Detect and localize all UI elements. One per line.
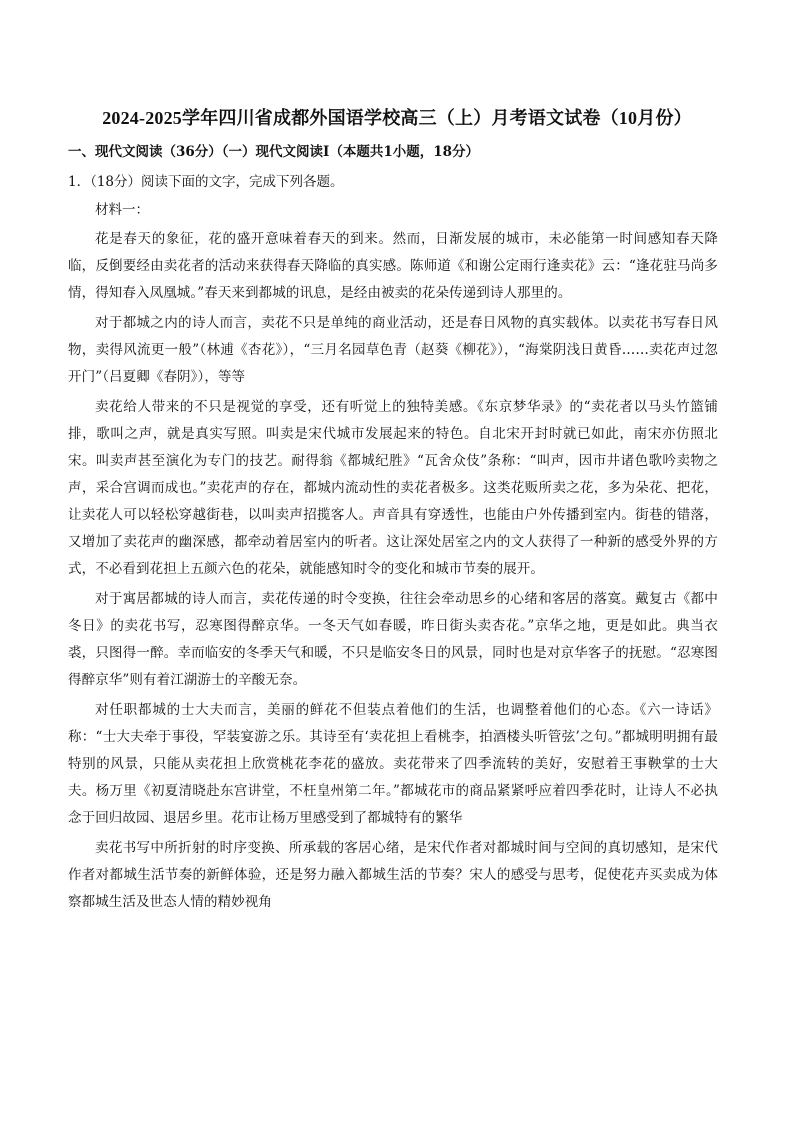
paragraph: 对于寓居都城的诗人而言，卖花传递的时令变换，往往会牵动思乡的心绪和客居的落寞。戴复古《都中冬日》的卖花书写，忍寒图得醉京华。一冬天气如春暖，昨日街头卖杏花。”京华之地，更是如此。典当衣裘，只图得一醉。幸而临安的冬季天气和暖，不只是临安冬日的风景，同时也是对京华客子的抚慰。“忍寒图得醉京华”则有着江湖游士的辛酸无奈。 [68,591,718,688]
material-label: 材料一： [95,202,149,218]
paragraph: 卖花书写中所折射的时序变换、所承载的客居心绪，是宋代作者对都城时间与空间的真切感知，是宋代作者对都城生活节奏的新鲜体验，还是努力融入都城生活的节奏？宋人的感受与思考，促使花卉买卖成为体察都城生活及世态人情的精妙视角 [68,840,718,910]
paragraph: 花是春天的象征，花的盛开意味着春天的到来。然而，日渐发展的城市，未必能第一时间感知春天降临，反倒要经由卖花者的活动来获得春天降临的真实感。陈师道《和谢公定雨行逢卖花》云：“逢花驻马尚多情，得知春入凤凰城。”春天来到都城的讯息，是经由被卖的花朵传递到诗人那里的。 [68,231,718,301]
section-heading: 一、现代文阅读（36分）（一）现代文阅读Ⅰ（本题共1小题，18分） [68,144,480,160]
paragraph: 对于都城之内的诗人而言，卖花不只是单纯的商业活动，还是春日风物的真实载体。以卖花书写春日风物，卖得风流更一般”（林逋《杏花》），“三月名园草色青（赵葵《柳花》），“海棠阴浅日黄昏……卖花声过忽开门”（吕夏卿《春阴》），等等 [68,315,718,385]
question-prompt: 1．（18分）阅读下面的文字，完成下列各题。 [68,174,344,190]
paragraph: 对任职都城的士大夫而言，美丽的鲜花不但装点着他们的生活，也调整着他们的心态。《六一诗话》称：“士大夫牵于事役，罕装宴游之乐。其诗至有‘卖花担上看桃李，拍酒楼头听管弦’之句。”都城明明拥有最特别的风景，只能从卖花担上欣赏桃花李花的盛放。卖花带来了四季流转的美好，安慰着王事鞅掌的士大夫。杨万里《初夏清晓赴东宫讲堂，不枉皇州第二年。”都城花市的商品紧紧呼应着四季花时，让诗人不必执念于回归故园、退居乡里。花市让杨万里感受到了都城特有的繁华 [68,702,718,826]
paragraph: 卖花给人带来的不只是视觉的享受，还有听觉上的独特美感。《东京梦华录》的“卖花者以马头竹篮铺排，歌叫之声，就是真实写照。叫卖是宋代城市发展起来的特色。自北宋开封时就已如此，南宋亦仿照北宋。叫卖声甚至演化为专门的技艺。耐得翁《都城纪胜》“瓦舍众伎”条称：“叫声，因市井诸色歌吟卖物之声，采合宫调而成也。”卖花声的存在，都城内流动性的卖花者极多。这类花贩所卖之花，多为朵花、把花，让卖花人可以轻松穿越街巷，以叫卖声招揽客人。声音具有穿透性，也能由户外传播到室内。街巷的错落，又增加了卖花声的幽深感，都牵动着居室内的听者。这让深处居室之内的文人获得了一种新的感受外界的方式，不必看到花担上五颜六色的花朵，就能感知时令的变化和城市节奏的展开。 [68,399,718,577]
exam-title: 2024-2025学年四川省成都外国语学校高三（上）月考语文试卷（10月份） [102,108,692,128]
